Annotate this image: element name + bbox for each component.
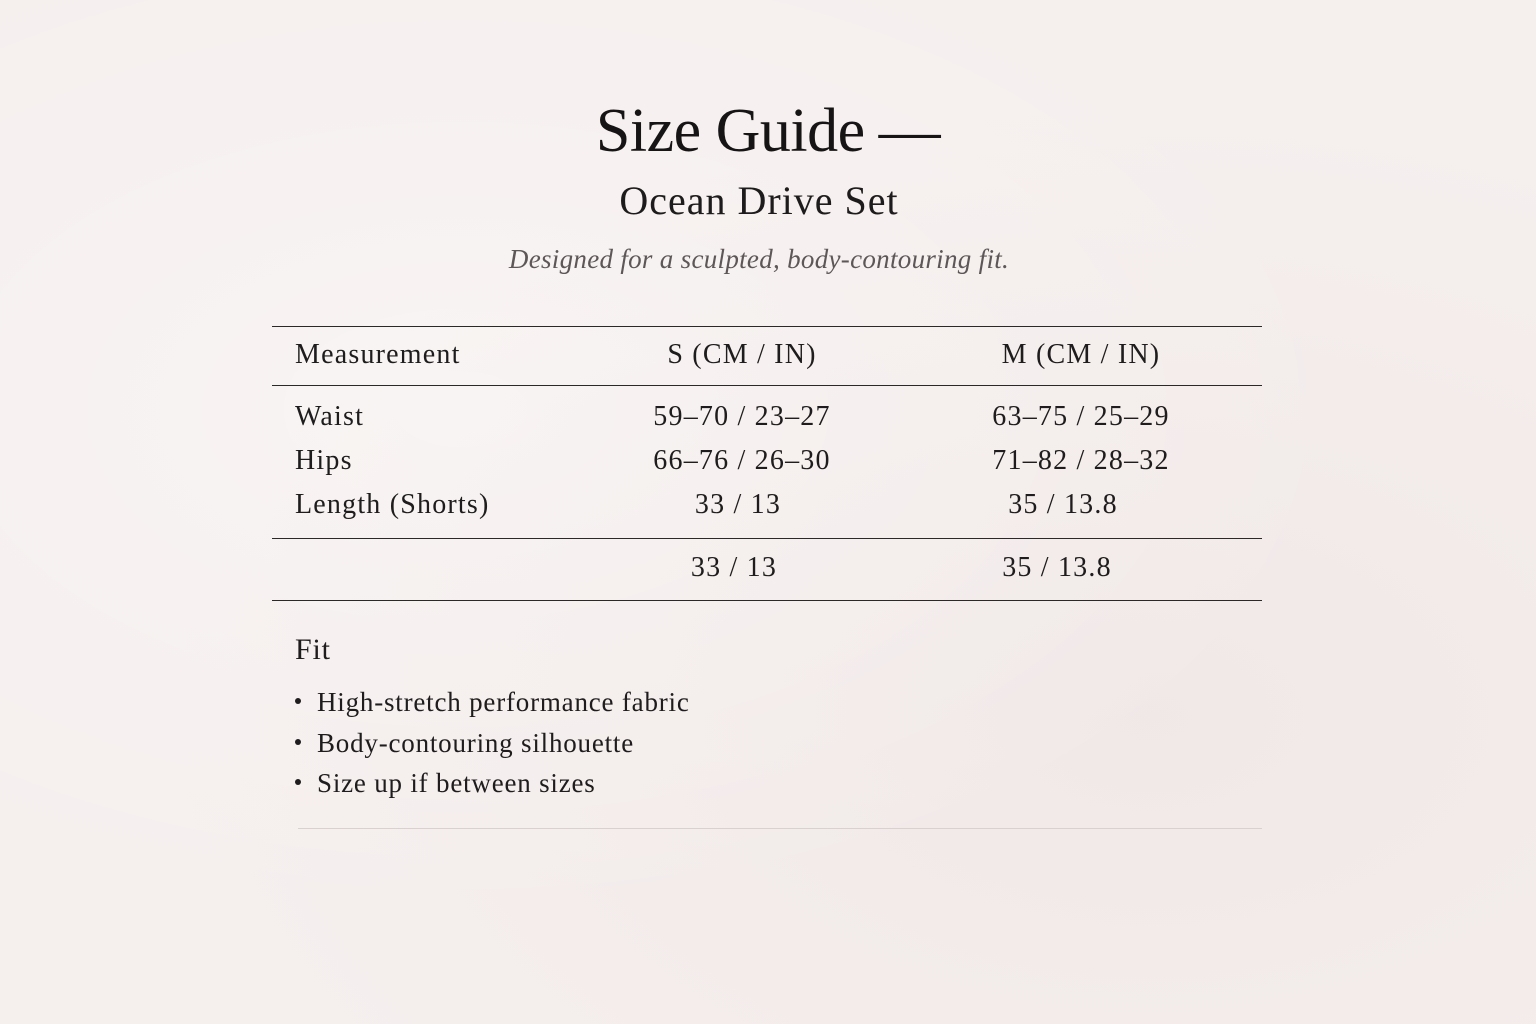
fit-item-text: High-stretch performance fabric <box>317 687 690 717</box>
header-size-s: S (CM / IN) <box>667 339 817 370</box>
row-waist-m: 63–75 / 25–29 <box>992 401 1170 432</box>
fit-list <box>295 682 690 804</box>
fit-item-text: Size up if between sizes <box>317 768 596 798</box>
header-rule <box>272 385 1262 386</box>
fit-tagline: Designed for a sculpted, body-contouring fit. <box>508 244 1010 274</box>
fit-item-text: Body-contouring silhouette <box>317 727 635 758</box>
header-size-m: M (CM / IN) <box>1001 339 1161 370</box>
page-title <box>0 96 1536 166</box>
extra-row-s: 33 / 13 <box>690 552 778 583</box>
row-hips-m: 71–82 / 28–32 <box>992 445 1170 476</box>
header-measurement: Measurement <box>295 339 461 370</box>
row-length-label: Length (Shorts) <box>295 489 490 520</box>
list-item <box>295 682 690 723</box>
product-name: Ocean Drive Set <box>619 178 899 223</box>
footer-divider <box>298 828 1262 829</box>
fit-heading: Fit <box>295 633 331 666</box>
title-text: Size Guide <box>595 97 865 165</box>
row-waist-label: Waist <box>295 401 365 432</box>
table-bottom-rule <box>272 600 1262 601</box>
extra-row-m: 35 / 13.8 <box>1002 552 1112 583</box>
body-rule <box>272 538 1262 539</box>
row-hips-label: Hips <box>295 445 353 476</box>
list-item <box>295 763 690 804</box>
row-hips-s: 66–76 / 26–30 <box>653 445 831 476</box>
table-top-rule <box>272 326 1262 327</box>
row-length-s: 33 / 13 <box>694 489 782 520</box>
bullet-dot-icon <box>295 698 301 704</box>
title-dash: — <box>878 97 941 165</box>
bullet-dot-icon <box>295 739 301 745</box>
row-waist-s: 59–70 / 23–27 <box>653 401 831 432</box>
bullet-dot-icon <box>295 779 301 785</box>
row-length-m: 35 / 13.8 <box>1008 489 1118 520</box>
list-item <box>295 723 690 764</box>
